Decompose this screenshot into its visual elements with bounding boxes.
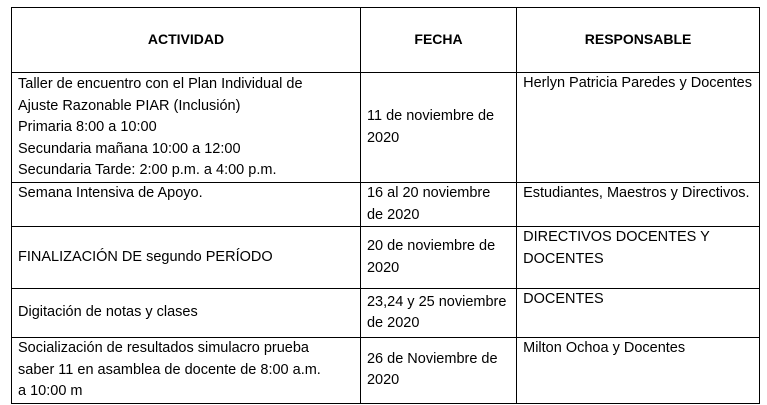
- actividad-cell: [12, 338, 361, 404]
- table-row: [12, 338, 760, 404]
- fecha-cell: 20 de noviembre de 2020: [360, 227, 516, 289]
- header-actividad: ACTIVIDAD: [12, 8, 361, 73]
- fecha-cell: 26 de Noviembre de 2020: [360, 338, 516, 404]
- responsable-cell: Milton Ochoa y Docentes: [517, 338, 760, 404]
- actividad-line: Ajuste Razonable PIAR (Inclusión): [18, 97, 241, 114]
- actividad-line: Secundaria mañana 10:00 a 12:00: [18, 140, 241, 157]
- header-fecha: FECHA: [360, 8, 516, 73]
- actividad-line: Socialización de resultados simulacro prueba: [18, 340, 309, 356]
- responsable-cell: DOCENTES: [517, 289, 760, 338]
- actividad-cell: [12, 227, 361, 289]
- actividad-line: Digitación de notas y clases: [18, 304, 198, 321]
- actividad-line: Secundaria Tarde: 2:00 p.m. a 4:00 p.m.: [18, 162, 277, 178]
- table-header-row: [12, 8, 760, 73]
- responsable-cell: Estudiantes, Maestros y Directivos.: [517, 183, 760, 227]
- actividad-line: FINALIZACIÓN DE segundo PERÍODO: [18, 248, 273, 265]
- table-row: [12, 183, 760, 227]
- table-row: [12, 227, 760, 289]
- activities-table: [11, 7, 760, 404]
- table-row: [12, 73, 760, 183]
- actividad-cell: [12, 73, 361, 183]
- actividad-line: Taller de encuentro con el Plan Individual de: [18, 76, 303, 92]
- actividad-line: Primaria 8:00 a 10:00: [18, 119, 157, 135]
- actividad-line: saber 11 en asamblea de docente de 8:00 a.m.: [18, 361, 321, 378]
- actividad-line: Semana Intensiva de Apoyo.: [18, 185, 203, 201]
- fecha-cell: 11 de noviembre de 2020: [360, 73, 516, 183]
- responsable-cell: Herlyn Patricia Paredes y Docentes: [517, 73, 760, 183]
- table-row: [12, 289, 760, 338]
- header-responsable: RESPONSABLE: [517, 8, 760, 73]
- fecha-cell: 16 al 20 noviembre de 2020: [360, 183, 516, 227]
- responsable-cell: DIRECTIVOS DOCENTES Y DOCENTES: [517, 227, 760, 289]
- actividad-line: a 10:00 m: [18, 383, 83, 399]
- actividad-cell: [12, 289, 361, 338]
- actividad-cell: [12, 183, 361, 227]
- fecha-cell: 23,24 y 25 noviembre de 2020: [360, 289, 516, 338]
